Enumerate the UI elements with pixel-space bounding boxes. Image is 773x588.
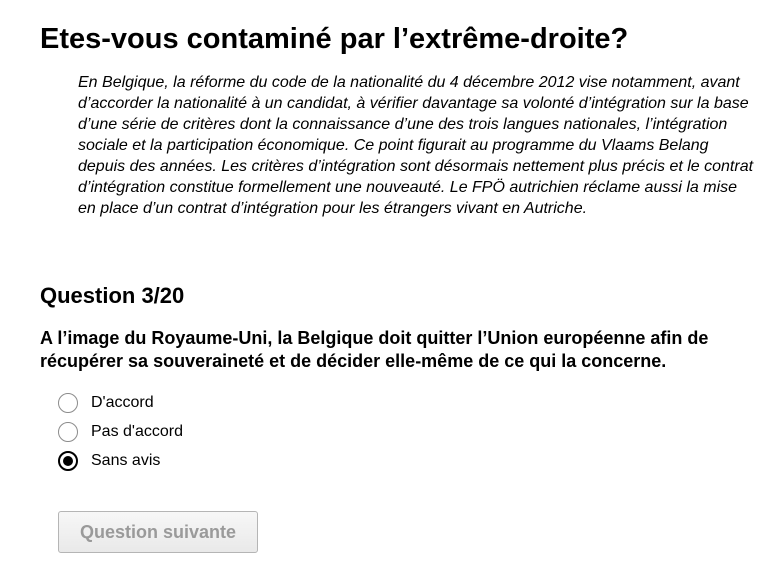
question-heading: Question 3/20 <box>40 283 185 308</box>
option-no-opinion[interactable] <box>58 446 183 475</box>
answer-options <box>58 388 183 475</box>
radio-no-opinion[interactable] <box>58 451 78 471</box>
page-title: Etes-vous contaminé par l’extrême-droite? <box>40 23 629 55</box>
radio-disagree[interactable] <box>58 422 78 442</box>
option-no-opinion-label: Sans avis <box>91 451 161 469</box>
option-disagree[interactable] <box>58 417 183 446</box>
option-agree[interactable] <box>58 388 183 417</box>
intro-text: En Belgique, la réforme du code de la nationalité du 4 décembre 2012 vise notamment, avant d’accorder la nationalité à un candidat, à vérifier davantage sa volonté d’intégration sur la base d’une série de critères dont la connaissance d’une des trois langues nationales, l’intégration sociale et la participation économique. Ce point figurait au programme du Vlaams Belang depuis des années. Les critères d’intégration sont désormais nettement plus précis et le contrat d’intégration constitue formellement une nouveauté. Le FPÖ autrichien réclame aussi la mise en place d’un contrat d’intégration pour les étrangers vivant en Autriche. <box>78 74 754 217</box>
option-disagree-label: Pas d'accord <box>91 422 183 440</box>
radio-agree[interactable] <box>58 393 78 413</box>
option-agree-label: D'accord <box>91 393 154 411</box>
next-question-button[interactable]: Question suivante <box>58 511 258 553</box>
question-text: A l’image du Royaume-Uni, la Belgique doit quitter l’Union européenne afin de récupérer sa souveraineté et de décider elle-même de ce qui la concerne. <box>40 328 709 371</box>
